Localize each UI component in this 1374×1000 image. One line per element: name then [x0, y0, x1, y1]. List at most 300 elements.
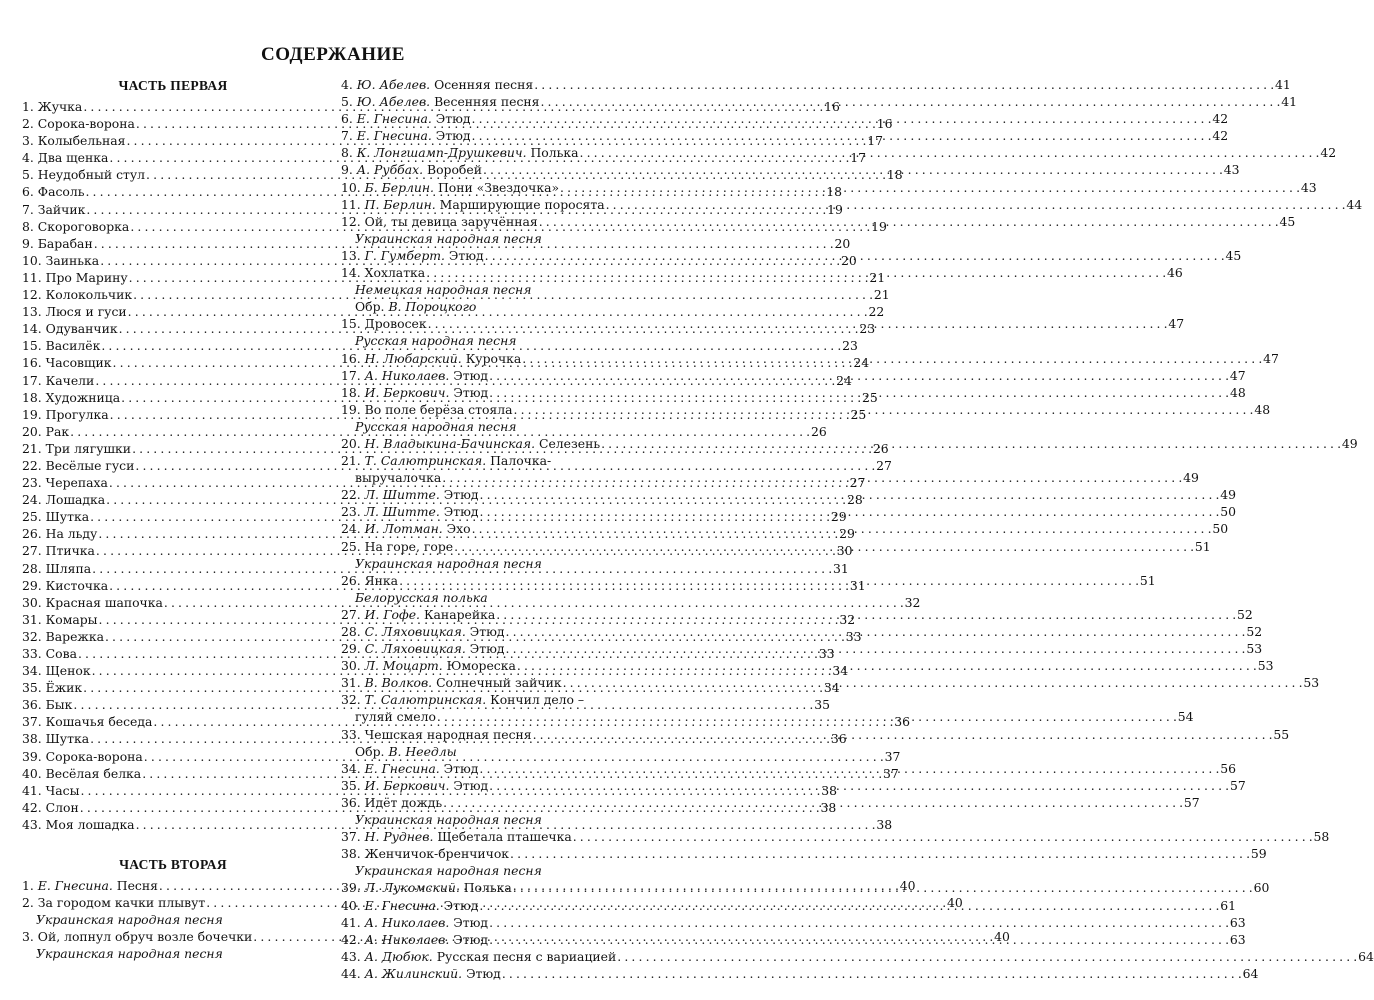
entry-title: Женчичок-бренчичок	[364, 846, 510, 862]
entry-title: Этюд	[443, 760, 479, 776]
entry-number: 14.	[22, 321, 42, 337]
entry-page-number: 50	[1212, 521, 1229, 537]
entry-title: Пони «Звездочка»	[437, 179, 560, 195]
part-two-heading: ЧАСТЬ ВТОРАЯ	[119, 857, 227, 873]
entry-title: Осенняя песня	[434, 77, 534, 92]
entry-page-number: 19	[827, 201, 843, 217]
dot-leader	[601, 435, 1341, 452]
dot-leader	[489, 384, 1229, 401]
entry-number: 31.	[341, 675, 361, 691]
entry-number: 10.	[22, 252, 42, 268]
toc-entry-title	[22, 440, 131, 457]
entry-number: 34.	[341, 760, 361, 776]
entry-number: 2.	[22, 116, 34, 132]
entry-number: 13.	[341, 247, 361, 263]
entry-number: 24.	[22, 492, 42, 508]
entry-title: Барабан	[37, 235, 93, 251]
toc-entry	[341, 897, 1236, 914]
dot-leader	[510, 845, 1250, 862]
entry-page-number: 29	[830, 509, 847, 525]
toc-entry-title	[22, 183, 84, 200]
entry-page-number: 48	[1229, 384, 1246, 400]
toc-entry-title	[341, 726, 532, 743]
entry-page-number: 42	[1212, 111, 1229, 127]
entry-page-number: 17	[850, 150, 866, 166]
entry-title: Зайчик	[37, 201, 86, 217]
entry-page-number: 32	[904, 594, 921, 610]
entry-number: 38.	[22, 731, 42, 747]
entry-number: 21.	[341, 453, 361, 469]
entry-number: 12.	[341, 213, 361, 229]
entry-page-number: 21	[873, 287, 890, 303]
entry-author: А. Руббах.	[356, 162, 424, 178]
entry-author: Л. Лукомский.	[364, 880, 460, 896]
toc-entry-title	[22, 149, 108, 166]
entry-title: Канарейка	[423, 606, 496, 622]
toc-entry-title	[341, 657, 516, 674]
dot-leader	[563, 674, 1303, 691]
toc-entry-title	[22, 928, 252, 945]
toc-entry-title	[22, 491, 105, 508]
toc-entry-title	[341, 93, 539, 110]
dot-leader	[489, 931, 1229, 948]
entry-number: 38.	[341, 846, 361, 862]
entry-author: Г. Гумберт.	[364, 247, 445, 263]
toc-entry	[341, 914, 1246, 931]
entry-title: Щебетала пташечка	[437, 829, 572, 845]
toc-entry	[341, 828, 1330, 845]
entry-title: Весенняя песня	[434, 94, 540, 110]
dot-leader	[534, 76, 1274, 93]
entry-page-number: 64	[1358, 948, 1374, 964]
dot-leader	[489, 367, 1229, 384]
entry-page-number: 18	[886, 167, 903, 183]
toc-entry-title	[22, 218, 129, 235]
entry-title: Этюд	[435, 111, 471, 127]
dot-leader	[480, 486, 1220, 503]
entry-page-number: 28	[846, 492, 863, 508]
entry-number: 23.	[22, 475, 42, 491]
entry-number: 11.	[22, 269, 42, 285]
toc-entry-title	[22, 474, 108, 491]
entry-title: Комары	[45, 611, 98, 627]
entry-page-number: 63	[1229, 914, 1246, 930]
toc-entry-title	[22, 816, 135, 833]
entry-number: 28.	[22, 560, 42, 576]
toc-entry	[341, 965, 1259, 982]
entry-author: Т. Салютринская.	[364, 453, 487, 469]
entry-number: 14.	[341, 265, 361, 281]
entry-page-number: 56	[1220, 760, 1236, 776]
entry-number: 33.	[341, 726, 361, 742]
entry-page-number: 43	[1223, 162, 1240, 178]
dot-leader	[479, 897, 1219, 914]
toc-entry-title	[22, 269, 128, 286]
entry-title: Кисточка	[45, 577, 109, 593]
entry-number: 37.	[22, 714, 42, 730]
entry-page-number: 64	[1242, 965, 1259, 981]
entry-number: 5.	[341, 94, 353, 110]
toc-entry-title	[22, 713, 152, 730]
toc-entry-title	[22, 765, 141, 782]
entry-page-number: 47	[1229, 367, 1246, 383]
entry-number: 8.	[341, 145, 353, 161]
toc-entry-title	[341, 452, 551, 469]
entry-number: 4.	[341, 77, 353, 92]
dot-leader	[426, 264, 1166, 281]
entry-page-number: 47	[1263, 350, 1279, 366]
dot-leader	[502, 965, 1242, 982]
toc-entry-title	[22, 201, 85, 218]
entry-page-number: 45	[1279, 213, 1296, 229]
entry-arranger	[341, 743, 642, 760]
entry-author: Л. Шитте.	[364, 487, 440, 503]
entry-page-number: 60	[1253, 880, 1270, 896]
entry-subtitle: Украинская народная песня	[355, 230, 542, 246]
entry-number: 29.	[22, 577, 42, 593]
entry-title: Чешская народная песня	[364, 726, 532, 742]
entry-title: Юмореска	[446, 658, 516, 674]
toc-entry-title	[22, 628, 104, 645]
entry-number: 26.	[341, 572, 361, 588]
entry-title: Одуванчик	[45, 321, 118, 337]
toc-entry-title	[341, 572, 398, 589]
toc-entry-title	[22, 235, 93, 252]
entry-author: С. Ляховицкая.	[364, 624, 466, 639]
entry-title: Художница	[45, 389, 121, 405]
entry-page-number: 23	[859, 321, 876, 337]
toc-entry-title	[341, 845, 509, 862]
entry-title: На льду	[45, 526, 98, 542]
toc-entry-title	[341, 948, 616, 965]
entry-number: 18.	[22, 389, 42, 405]
toc-entry-title	[22, 577, 108, 594]
toc-entry-title	[341, 144, 579, 161]
entry-number: 4.	[22, 150, 34, 166]
entry-title: Неудобный стул	[37, 167, 146, 183]
entry-number: 15.	[341, 316, 361, 332]
entry-title: Лошадка	[45, 492, 106, 508]
entry-title: Марширующие поросята	[439, 196, 605, 212]
entry-number: 19.	[22, 406, 42, 422]
dot-leader	[540, 93, 1280, 110]
entry-title: Этюд	[435, 128, 471, 144]
entry-title: Василёк	[45, 338, 101, 354]
entry-number: 1.	[22, 99, 34, 114]
toc-entry-title	[341, 691, 584, 708]
entry-page-number: 43	[1300, 179, 1317, 195]
toc-entry-title	[22, 354, 112, 371]
entry-page-number: 61	[1220, 897, 1236, 913]
toc-entry-title	[341, 794, 442, 811]
entry-page-number: 34	[823, 680, 840, 696]
entry-page-number: 46	[1166, 265, 1183, 281]
entry-subtitle: Белорусская полька	[355, 589, 488, 605]
toc-entry-title	[341, 777, 488, 794]
entry-number: 6.	[341, 111, 353, 127]
toc-entry-title	[341, 469, 441, 486]
entry-page-number: 27	[876, 457, 892, 473]
entry-page-number: 53	[1246, 641, 1263, 657]
dot-leader	[489, 777, 1229, 794]
toc-entry-title	[22, 696, 72, 713]
entry-title: Воробей	[426, 162, 482, 178]
entry-page-number: 25	[861, 389, 878, 405]
entry-title: Кончил дело –	[490, 692, 585, 708]
toc-entry-title	[22, 508, 89, 525]
entry-author: И. Беркович.	[364, 384, 450, 400]
entry-page-number: 26	[872, 440, 889, 456]
entry-author: А. Николаев.	[364, 367, 450, 383]
entry-number: 9.	[22, 235, 34, 251]
entry-page-number: 29	[839, 526, 855, 542]
entry-subtitle: Русская народная песня	[355, 418, 517, 434]
toc-entry-title	[341, 897, 478, 914]
entry-title: Сорока-ворона	[37, 116, 135, 132]
entry-number: 20.	[22, 423, 42, 439]
entry-number: 1.	[22, 878, 34, 894]
dot-leader	[399, 572, 1139, 589]
toc-entry-title	[341, 127, 471, 144]
toc-entry-title	[22, 525, 97, 542]
toc-entry-title	[22, 894, 205, 911]
entry-page-number: 23	[842, 338, 858, 354]
entry-page-number: 34	[832, 663, 849, 679]
entry-author: И. Беркович.	[364, 777, 450, 793]
entry-title: Дровосек	[364, 316, 427, 332]
entry-page-number: 30	[836, 543, 853, 559]
entry-title: Красная шапочка	[45, 594, 163, 610]
entry-title: Этюд	[453, 931, 489, 947]
entry-number: 22.	[341, 487, 361, 503]
entry-title: Люся и гуси	[45, 304, 127, 320]
entry-title: Три лягушки	[45, 440, 132, 456]
entry-author: П. Берлин.	[364, 196, 436, 212]
toc-entry-title	[341, 264, 425, 281]
toc-entry-title	[341, 401, 513, 418]
entry-title: Идёт дождь	[364, 794, 443, 810]
entry-page-number: 63	[1229, 931, 1246, 947]
dot-leader	[522, 350, 1262, 367]
arranger-name: В. Пороцкого	[388, 299, 477, 315]
toc-entry-title	[341, 828, 572, 845]
entry-number: 17.	[341, 367, 361, 383]
toc-entry-title	[341, 384, 488, 401]
entry-title: Этюд	[448, 247, 484, 263]
entry-title: Фасоль	[37, 184, 85, 200]
entry-title: Этюд	[443, 487, 479, 503]
dot-leader	[442, 469, 1182, 486]
entry-title: Рак	[45, 423, 70, 439]
entry-title: Сова	[45, 646, 77, 661]
entry-author: Л. Шитте.	[364, 504, 440, 520]
entry-page-number: 35	[814, 697, 830, 713]
entry-page-number: 45	[1225, 247, 1242, 263]
entry-title: Часовщик	[45, 355, 112, 371]
entry-page-number: 47	[1168, 316, 1185, 332]
entry-number: 29.	[341, 641, 361, 657]
entry-number: 21.	[22, 440, 42, 456]
entry-page-number: 32	[839, 611, 856, 627]
entry-title: Заинька	[45, 252, 100, 268]
entry-page-number: 33	[845, 628, 862, 644]
entry-title: Кошачья беседа	[45, 714, 153, 730]
entry-page-number: 50	[1220, 504, 1237, 520]
toc-entry-title	[341, 486, 479, 503]
entry-title-cont: гуляй смело	[355, 709, 436, 725]
entry-page-number: 59	[1250, 846, 1267, 862]
entry-number: 40.	[341, 897, 361, 913]
entry-number: 35.	[22, 680, 42, 696]
toc-entry-title	[22, 457, 134, 474]
entry-page-number: 16	[824, 99, 840, 114]
entry-number: 26.	[22, 526, 42, 542]
entry-author: А. Николаев.	[364, 914, 450, 930]
entry-page-number: 20	[840, 252, 857, 268]
entry-number: 28.	[341, 624, 361, 639]
toc-entry-title	[22, 320, 118, 337]
entry-title: Этюд	[469, 624, 505, 639]
toc-entry-title	[22, 423, 69, 440]
entry-number: 37.	[341, 829, 361, 845]
entry-subtitle: Украинская народная песня	[355, 812, 542, 828]
dot-leader	[606, 196, 1346, 213]
toc-entry	[341, 691, 642, 708]
dot-leader	[480, 503, 1220, 520]
entry-author: И. Гофе.	[364, 606, 420, 622]
toc-entry-title	[22, 406, 109, 423]
dot-leader	[496, 606, 1236, 623]
dot-leader	[489, 914, 1229, 931]
entry-number: 10.	[341, 179, 361, 195]
entry-page-number: 41	[1275, 77, 1291, 92]
entry-page-number: 38	[821, 782, 838, 798]
entry-title: Колыбельная	[37, 133, 126, 149]
toc-entry-title	[22, 252, 99, 269]
entry-title: Жучка	[37, 99, 83, 114]
entry-number: 18.	[341, 384, 361, 400]
entry-title: Этюд	[443, 504, 479, 520]
toc-entry-title	[341, 213, 538, 230]
entry-number: 40.	[22, 765, 42, 781]
toc-entry-title	[22, 166, 145, 183]
entry-title: Качели	[45, 372, 95, 388]
entry-page-number: 57	[1229, 777, 1246, 793]
entry-number: 3.	[22, 929, 34, 945]
entry-author: К. Лонгшамп-Друшкевич.	[356, 145, 527, 161]
toc-entry	[341, 76, 1291, 93]
entry-number: 27.	[22, 543, 42, 559]
dot-leader	[506, 623, 1246, 640]
toc-entry-title	[341, 76, 533, 93]
entry-number: 23.	[341, 504, 361, 520]
toc-entry-title	[22, 303, 127, 320]
entry-title: Курочка	[465, 350, 522, 366]
entry-page-number: 48	[1254, 401, 1271, 417]
toc-entry-title	[22, 782, 79, 799]
entry-page-number: 40	[899, 878, 916, 894]
entry-title: Палочка-	[490, 453, 552, 469]
entry-title: Селезень	[538, 435, 601, 451]
entry-title: Шутка	[45, 509, 90, 525]
entry-title: Моя лошадка	[45, 816, 135, 832]
toc-entry-title	[341, 760, 478, 777]
toc-entry-title	[341, 110, 471, 127]
entry-title: Слон	[45, 799, 79, 815]
entry-number: 41.	[22, 782, 42, 798]
entry-subtitle: Украинская народная песня	[36, 946, 223, 962]
entry-author: Ю. Абелев.	[356, 77, 431, 92]
dot-leader	[479, 760, 1219, 777]
entry-page-number: 24	[853, 355, 870, 371]
toc-entry-title	[22, 542, 95, 559]
entry-title: Ой, ты девица заручённая	[364, 213, 538, 229]
toc-entry-title	[341, 931, 488, 948]
entry-page-number: 37	[883, 765, 899, 781]
entry-number: 44.	[341, 965, 361, 981]
entry-author: С. Ляховицкая.	[364, 641, 466, 657]
entry-number: 25.	[341, 538, 361, 554]
toc-entry-title	[341, 674, 562, 691]
toc-entry-title	[22, 337, 100, 354]
toc-entry-title	[22, 372, 94, 389]
entry-number: 30.	[341, 658, 361, 674]
entry-page-number: 53	[1303, 675, 1320, 691]
entry-number: 34.	[22, 663, 42, 679]
entry-title: Про Марину	[45, 269, 128, 285]
toc-entry-title	[22, 748, 143, 765]
toc-entry-title	[341, 708, 436, 725]
entry-subtitle: Русская народная песня	[355, 333, 517, 349]
entry-page-number: 25	[850, 406, 867, 422]
entry-number: 22.	[22, 457, 42, 473]
entry-title: Песня	[116, 878, 158, 894]
entry-title: Во поле берёза стояла	[364, 401, 513, 417]
entry-author: Н. Руднев.	[364, 829, 434, 845]
entry-number: 17.	[22, 372, 42, 388]
entry-title: Этюд	[453, 384, 489, 400]
entry-page-number: 52	[1237, 606, 1253, 622]
dot-leader	[428, 315, 1168, 332]
entry-page-number: 18	[826, 184, 843, 200]
entry-page-number: 57	[1183, 794, 1200, 810]
entry-author: Н. Владыкина-Бачинская.	[364, 435, 536, 451]
toc-entry-title	[22, 389, 120, 406]
entry-author: А. Жилинский.	[364, 965, 463, 981]
entry-page-number: 49	[1341, 435, 1358, 451]
entry-title: Солнечный зайчик	[436, 675, 562, 691]
entry-title: Русская песня с вариацией	[436, 948, 617, 964]
entry-page-number: 40	[947, 895, 963, 911]
entry-title: Ёжик	[45, 680, 83, 696]
toc-entry-title	[22, 662, 91, 679]
entry-page-number: 16	[876, 116, 893, 132]
entry-number: 32.	[22, 628, 42, 644]
entry-number: 30.	[22, 594, 42, 610]
entry-number: 7.	[22, 201, 34, 217]
dot-leader	[472, 110, 1212, 127]
entry-author: Е. Гнесина.	[37, 878, 113, 894]
entry-page-number: 19	[871, 218, 887, 234]
entry-author: В. Волков.	[364, 675, 433, 691]
entry-number: 3.	[22, 133, 34, 149]
entry-subtitle: Украинская народная песня	[355, 555, 542, 571]
entry-page-number: 33	[818, 646, 835, 661]
toc-entry-title	[341, 623, 505, 640]
entry-number: 7.	[341, 128, 353, 144]
entry-number: 42.	[22, 799, 42, 815]
entry-title: На горе, горе	[364, 538, 454, 554]
